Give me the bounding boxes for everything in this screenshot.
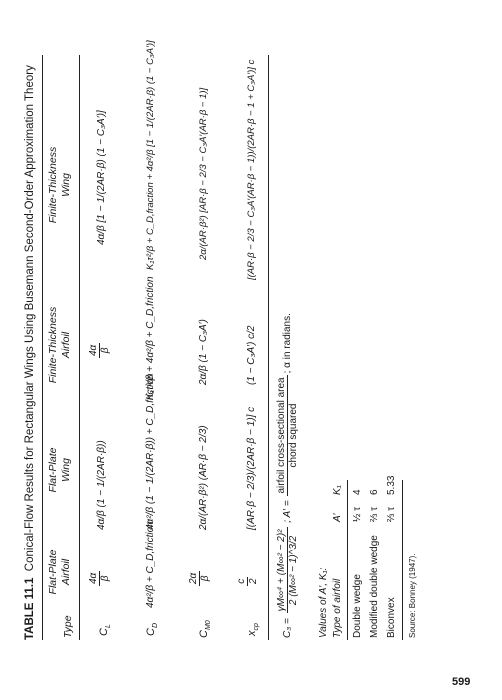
values-title: Values of A′, K₁: [318, 567, 329, 638]
xcp-flat-airfoil: c 2 [236, 578, 259, 584]
header-rule [79, 55, 80, 640]
cd-fin-wing: K₁τ²/β + C_D,fraction + 4α²/β [1 − 1/(2AR·β) (1 − C₃A′)] [145, 40, 156, 270]
values-row-name: Double wedge [352, 574, 363, 638]
row-type-cm0: $C_{M0}$ [198, 620, 213, 638]
page-number: 599 [452, 676, 471, 688]
values-col-a: A′ [332, 513, 343, 522]
xcp-fin-wing: [(AR·β − 2/3 − C₃A′(AR·β − 1))/(2AR·β − 1 + C₃A′)] c [246, 59, 257, 280]
c3-aprime-footnote: C₃ = γM∞⁴ + (M∞² − 2)² 2 (M∞² − 1)^3/2 ; A′ = airfoil cross-sectional area chord squared ; α in radians. [276, 313, 299, 638]
row-type-cl: $C_L$ [98, 624, 113, 636]
values-row-a: ½ τ [352, 506, 363, 522]
cd-flat-wing: 4α²/β (1 − 1/(2AR·β)) + C_D,friction [145, 373, 156, 530]
table-title [24, 65, 36, 640]
values-row-k: 6 [369, 489, 380, 495]
cm0-flat-wing: 2α/(AR·β²) (AR·β − 2/3) [198, 425, 209, 530]
values-row-name: Biconvex [386, 597, 397, 638]
row-type-cd: $C_D$ [145, 622, 160, 636]
values-row-k: 5.33 [386, 475, 397, 495]
header-type: Type [62, 615, 74, 638]
cl-fin-airfoil: 4α β [88, 344, 111, 356]
xcp-flat-wing: [(AR·β − 2/3)/(2AR·β − 1)] c [246, 406, 257, 530]
table-caption: Conical-Flow Results for Rectangular Wings Using Busemann Second-Order Approximation Theory [24, 65, 36, 572]
cm0-fin-wing: 2α/(AR·β²) [AR·β − 2/3 − C₃A′(AR·β − 1)] [198, 87, 209, 260]
values-row-a: ⅔ τ [369, 506, 380, 522]
header-flat-plate-wing: Flat-Plate Wing [47, 447, 72, 493]
values-row-a: ⅔ τ [386, 506, 397, 522]
header-finite-thickness-airfoil: Finite-Thickness Airfoil [47, 306, 72, 384]
values-row-name: Modified double wedge [369, 535, 380, 638]
cd-flat-airfoil: 4α²/β + C_D,friction [145, 521, 156, 608]
header-flat-plate-airfoil: Flat-Plate Airfoil [47, 549, 72, 595]
cl-fin-wing: 4α/β [1 − 1/(2AR·β) (1 − C₃A′)] [96, 110, 107, 245]
body-rule [268, 55, 269, 640]
cd-fin-airfoil: K₁τ²/β + 4α²/β + C_D,friction [145, 276, 156, 400]
table-label: TABLE 11.1 [24, 577, 36, 640]
values-rule [347, 480, 348, 640]
top-rule [42, 55, 43, 640]
header-finite-thickness-wing: Finite-Thickness Wing [47, 146, 72, 224]
cl-flat-airfoil: 4α β [88, 572, 111, 584]
cm0-flat-airfoil: 2α β [188, 572, 211, 584]
row-type-xcp: $x_{cp}$ [246, 623, 261, 636]
source-note: Source: Bonney (1947). [408, 553, 417, 638]
values-row-k: 4 [352, 489, 363, 495]
cm0-fin-airfoil: 2α/β (1 − C₃A′) [198, 319, 209, 385]
values-col-k: K₁ [332, 485, 343, 495]
values-type-label: Type of airfoil [332, 578, 343, 638]
values-bottom-rule [402, 480, 403, 640]
cl-flat-wing: 4α/β (1 − 1/(2AR·β)) [96, 440, 107, 530]
xcp-fin-airfoil: (1 − C₃A′) c/2 [246, 325, 257, 385]
